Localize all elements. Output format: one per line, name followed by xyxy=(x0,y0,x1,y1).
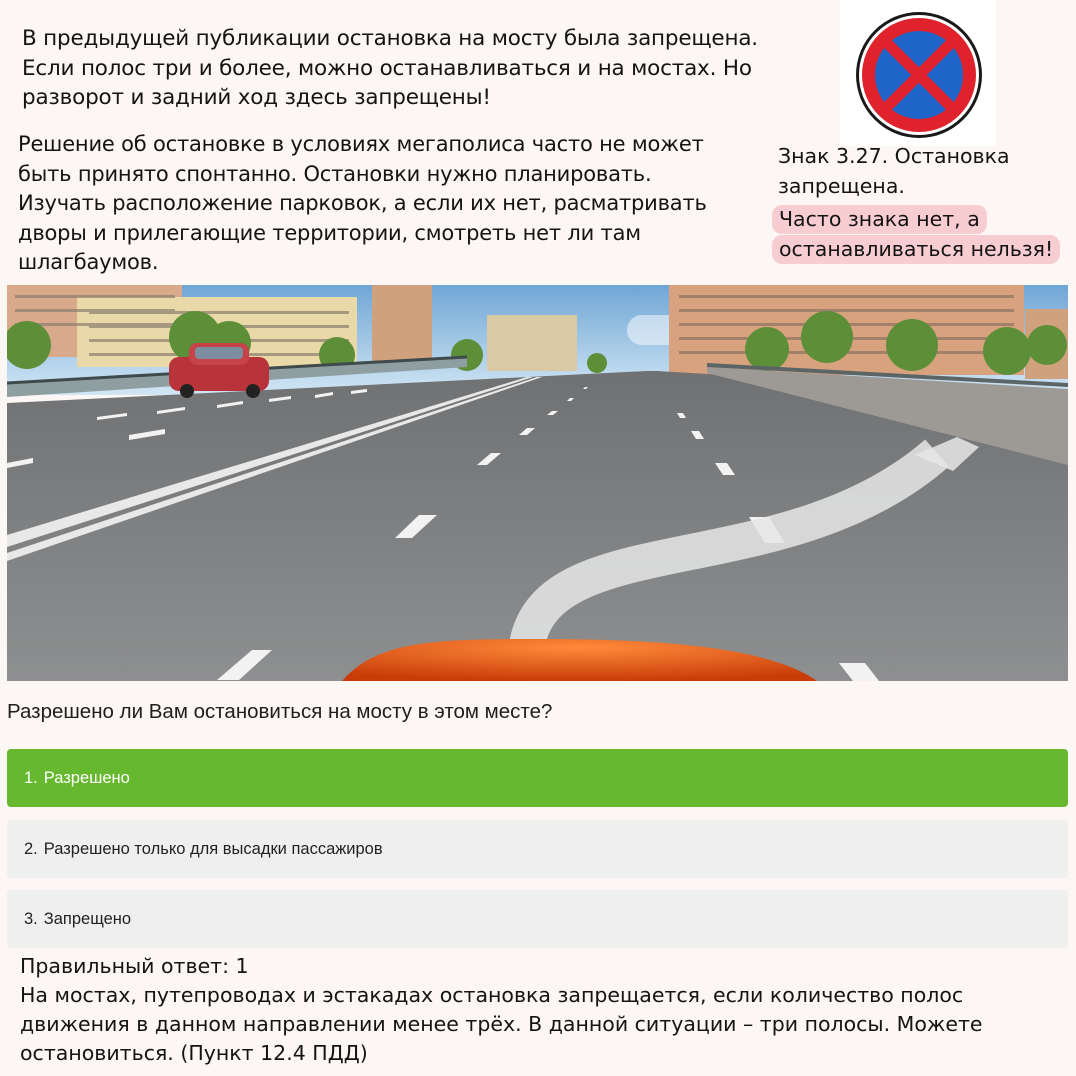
sign-caption xyxy=(778,142,1068,201)
note-line: останавливаться нельзя! xyxy=(772,235,1060,264)
advice-line: дворы и прилегающие территории, смотреть нет ли там xyxy=(18,220,641,245)
sign-caption-line: запрещена. xyxy=(778,173,905,198)
correct-answer-line: Правильный ответ: 1 xyxy=(20,954,249,978)
advice-paragraph xyxy=(18,130,778,278)
answer-number: 3. xyxy=(24,909,38,928)
bridge-scene-illustration xyxy=(7,285,1068,681)
advice-line: шлагбаумов. xyxy=(18,250,159,274)
answer-option-2[interactable] xyxy=(7,820,1068,878)
advice-line: Изучать расположение парковок, а если их нет, расматривать xyxy=(18,191,707,215)
explanation-line: На мостах, путепроводах и эстакадах остановка запрещается, если количество полос xyxy=(20,983,964,1007)
intro-line: Если полос три и более, можно останавливаться и на мостах. Но xyxy=(22,55,752,81)
sign-image xyxy=(840,0,996,146)
intro-line: В предыдущей публикации остановка на мосту была запрещена. xyxy=(22,26,758,51)
note-line: Часто знака нет, а xyxy=(772,205,987,234)
sign-caption-line: Знак 3.27. Остановка xyxy=(778,144,1010,168)
answer-option-1[interactable] xyxy=(7,749,1068,807)
answer-number: 2. xyxy=(24,839,38,858)
quiz-question: Разрешено ли Вам остановиться на мосту в этом месте? xyxy=(7,700,553,723)
answer-label: Запрещено xyxy=(43,909,132,928)
advice-line: быть принято спонтанно. Остановки нужно планировать. xyxy=(18,161,652,186)
answer-option-3[interactable] xyxy=(7,890,1068,948)
answer-label: Разрешено xyxy=(43,768,130,787)
answer-number: 1. xyxy=(24,768,38,787)
intro-text xyxy=(22,24,822,113)
explanation-line: остановиться. (Пункт 12.4 ПДД) xyxy=(20,1041,368,1065)
answer-label: Разрешено только для высадки пассажиров xyxy=(43,839,383,858)
intro-line: разворот и задний ход здесь запрещены! xyxy=(22,85,491,110)
highlighted-note xyxy=(772,205,1060,265)
answer-explanation xyxy=(20,952,1070,1068)
explanation-line: движения в данном направлении менее трёх. В данной ситуации – три полосы. Можете xyxy=(20,1012,983,1036)
advice-line: Решение об остановке в условиях мегаполиса часто не может xyxy=(18,132,704,156)
no-stopping-sign-icon xyxy=(854,10,984,140)
